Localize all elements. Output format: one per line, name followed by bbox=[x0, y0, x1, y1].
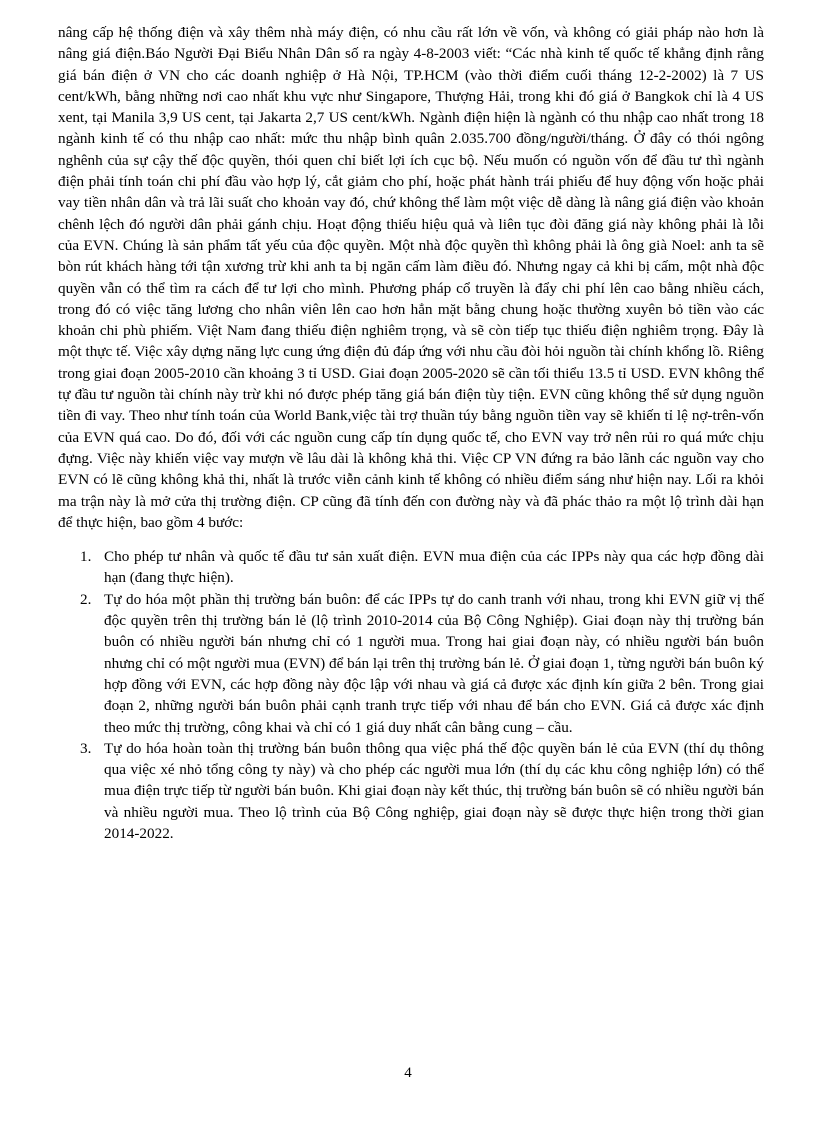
body-paragraph: nâng cấp hệ thống điện và xây thêm nhà máy điện, có nhu cầu rất lớn về vốn, và không có giải pháp nào hơn là nâng giá điện.Báo Người Đại Biểu Nhân Dân số ra ngày 4-8-2003 viết: “Các nhà kinh tế quốc tế khẳng định rằng giá bán điện ở VN cho các doanh nghiệp ở Hà Nội, TP.HCM (vào thời điểm cuối tháng 12-2-2002) là 7 US cent/kWh, bằng những nơi cao nhất khu vực như Singapore, Thượng Hải, trong khi đó giá ở Bangkok chỉ là 4 US xent, tại Manila 3,9 US cent, tại Jakarta 2,7 US cent/kWh. Ngành điện hiện là ngành có thu nhập cao nhất trong 18 ngành kinh tế có thu nhập cao nhất: mức thu nhập bình quân 2.035.700 đồng/người/tháng. Ở đây có thói ngông nghênh của sự cậy thế độc quyền, thói quen chỉ biết lợi ích cục bộ. Nếu muốn có nguồn vốn để đầu tư thì ngành điện phải tính toán chi phí đầu vào hợp lý, cắt giảm cho phí, hoặc phát hành trái phiếu để huy động vốn hoặc phải vay tiền nhân dân và trả lãi suất cho khoản vay đó, chứ không thể làm một việc dễ dàng là nâng giá điện vào khoản chênh lệch đó người dân phải gánh chịu. Hoạt động thiếu hiệu quả và liên tục đòi đăng giá này không phải là lỗi của EVN. Chúng là sản phẩm tất yếu của độc quyền. Một nhà độc quyền thì không phải là ông già Noel: anh ta sẽ bòn rút khách hàng tới tận xương trừ khi anh ta bị ngăn cấm làm điều đó. Nhưng ngay cả khi bị cấm, một nhà độc quyền vẫn có thể tìm ra cách để tư lợi cho mình. Phương pháp cổ truyền là đẩy chi phí lên cao bằng nhiều cách, trong đó có việc tăng lương cho nhân viên lên cao hơn hẳn mặt bằng chung hoặc thường xuyên bỏ tiền vào các khoản chi phù phiếm. Việt Nam đang thiếu điện nghiêm trọng, và sẽ còn tiếp tục thiếu điện nghiêm trọng. Đây là một thực tế. Việc xây dựng năng lực cung ứng điện đủ đáp ứng với nhu cầu đòi hỏi nguồn tài chính khổng lồ. Riêng trong giai đoạn 2005-2010 cần khoảng 3 tỉ USD. Giai đoạn 2005-2020 sẽ cần tối thiểu 13.5 tỉ USD. EVN không thể tự đầu tư nguồn tài chính này trừ khi nó được phép tăng giá bán điện tùy tiện. EVN cũng không thể sử dụng nguồn tiền đi vay. Theo như tính toán của World Bank,việc tài trợ thuần túy bằng nguồn tiền vay sẽ khiến tỉ lệ nợ-trên-vốn của EVN quá cao. Do đó, đối với các nguồn cung cấp tín dụng quốc tế, cho EVN vay trở nên rủi ro quá mức chịu đựng. Việc này khiến việc vay mượn về lâu dài là không khả thi. Việc CP VN đứng ra bảo lãnh các nguồn vay cho EVN có lẽ cũng không khả thi, nhất là trước viễn cảnh kinh tế không có nhiều điểm sáng như hiện nay. Lối ra khỏi ma trận này là mở cửa thị trường điện. CP cũng đã tính đến con đường này và đã phác thảo ra một lộ trình dài hạn để thực hiện, bao gồm 4 bước: bbox=[58, 24, 764, 531]
page-number: 4 bbox=[404, 1065, 412, 1081]
list-item-number: 2. bbox=[80, 590, 92, 608]
list-item bbox=[80, 546, 764, 589]
list-item bbox=[80, 589, 764, 738]
list-item-text: Tự do hóa hoàn toàn thị trường bán buôn thông qua việc phá thế độc quyền bán lẻ của EVN (thí dụ thông qua việc xé nhỏ tổng công ty này) và cho phép các người mua lớn (thí dụ các khu công nghiệp lớn) có thể mua điện trực tiếp từ người bán buôn. Khi giai đoạn này kết thúc, thị trường bán buôn sẽ có nhiều người bán và nhiều người mua. Theo lộ trình của Bộ Công nghiệp, giai đoạn này sẽ được thực hiện trong thời gian 2014-2022. bbox=[104, 739, 764, 842]
list-item-number: 3. bbox=[80, 739, 92, 757]
list-item bbox=[80, 738, 764, 844]
list-item-text: Tự do hóa một phần thị trường bán buôn: để các IPPs tự do canh tranh với nhau, trong khi EVN giữ vị thế độc quyền trên thị trường bán lẻ (lộ trình 2010-2014 của Bộ Công Nghiệp). Giai đoạn này thị trường bán buôn có nhiều người bán nhưng chỉ có 1 người mua. Trong hai giai đoạn này, có nhiều người bán buôn nhưng chỉ có một người mua (EVN) để bán lại trên thị trường bán lẻ. Ở giai đoạn 1, từng người bán buôn ký hợp đồng với EVN, các hợp đồng này độc lập với nhau và giá cả được xác định kín giữa 2 bên. Trong giai đoạn 2, những người bán buôn phải cạnh tranh trực tiếp với nhau để bán cho EVN. Giá cả được xác định theo mức thị trường, công khai và chỉ có 1 giá duy nhất cân bằng cung – cầu. bbox=[104, 590, 764, 736]
document-page bbox=[58, 22, 764, 844]
list-item-text: Cho phép tư nhân và quốc tế đầu tư sản xuất điện. EVN mua điện của các IPPs này qua các hợp đồng dài hạn (đang thực hiện). bbox=[104, 548, 764, 587]
roadmap-steps-list bbox=[58, 546, 764, 844]
list-item-number: 1. bbox=[80, 548, 92, 566]
